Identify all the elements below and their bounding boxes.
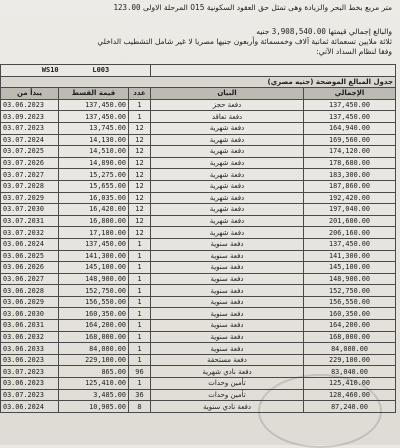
table-row — [1, 285, 396, 297]
row-description: دفعة شهرية — [151, 146, 304, 158]
row-date: 03.06.2030 — [1, 308, 59, 320]
row-count: 36 — [129, 389, 151, 401]
row-description: دفعة شهرية — [151, 134, 304, 146]
row-total: 137,450.00 — [304, 238, 396, 250]
table-row — [1, 169, 396, 181]
row-count: 12 — [129, 192, 151, 204]
header-line-2-text: والبالغ إجمالي قيمتها — [328, 27, 392, 36]
row-description: دفعة شهرية — [151, 204, 304, 216]
row-description: دفعة سنوية — [151, 331, 304, 343]
row-description: دفعة نادي سنوية — [151, 401, 304, 413]
row-installment: 84,000.00 — [59, 343, 129, 355]
row-installment: 137,450.00 — [59, 238, 129, 250]
row-description: دفعة شهرية — [151, 180, 304, 192]
row-installment: 156,550.00 — [59, 296, 129, 308]
row-installment: 137,450.00 — [59, 99, 129, 111]
row-date: 03.06.2025 — [1, 250, 59, 262]
row-date: 03.06.2023 — [1, 354, 59, 366]
row-installment: 15,275.00 — [59, 169, 129, 181]
table-row — [1, 111, 396, 123]
table-row — [1, 250, 396, 262]
row-description: دفعة شهرية — [151, 227, 304, 239]
row-description: دفعة شهرية — [151, 122, 304, 134]
row-count: 12 — [129, 169, 151, 181]
row-total: 229,100.00 — [304, 354, 396, 366]
table-row — [1, 192, 396, 204]
header-line-1 — [113, 3, 392, 12]
row-installment: 137,450.00 — [59, 111, 129, 123]
row-total: 168,000.00 — [304, 331, 396, 343]
row-installment: 160,350.00 — [59, 308, 129, 320]
row-total: 137,450.00 — [304, 99, 396, 111]
row-installment: 15,655.00 — [59, 180, 129, 192]
row-date: 03.07.2023 — [1, 389, 59, 401]
row-total: 160,350.00 — [304, 308, 396, 320]
row-description: دفعة سنوية — [151, 238, 304, 250]
unit-code: L003 — [92, 66, 110, 75]
row-count: 1 — [129, 296, 151, 308]
row-date: 03.07.2023 — [1, 122, 59, 134]
header-line-3: ثلاثة ملايين تسعمائة ثمانية آلاف وخمسمائة وأربعون جنيها مصريا لا غير شامل التشطيب الداخلي — [97, 37, 392, 46]
row-date: 03.06.2023 — [1, 378, 59, 390]
row-installment: 13,745.00 — [59, 122, 129, 134]
row-date: 03.07.2032 — [1, 227, 59, 239]
row-total: 206,160.00 — [304, 227, 396, 239]
table-row — [1, 262, 396, 274]
table-title: جدول المبالغ الموضحة (جنيه مصري) — [1, 76, 396, 88]
unit-code-empty — [151, 65, 396, 77]
row-description: دفعة مستحقة — [151, 354, 304, 366]
table-row — [1, 354, 396, 366]
header-line-1-text: متر مربع بخط البحر والزيادة وهى تمثل حق العقود السكونية 015 المرحلة الاولى — [142, 3, 392, 12]
row-description: دفعة سنوية — [151, 343, 304, 355]
row-description: دفعة سنوية — [151, 296, 304, 308]
row-count: 12 — [129, 157, 151, 169]
row-description: دفعة سنوية — [151, 320, 304, 332]
row-description: دفعة سنوية — [151, 308, 304, 320]
row-date: 03.07.2025 — [1, 146, 59, 158]
row-total: 174,120.00 — [304, 146, 396, 158]
row-installment: 865.00 — [59, 366, 129, 378]
row-total: 137,450.00 — [304, 111, 396, 123]
row-date: 03.07.2028 — [1, 180, 59, 192]
header-line-4: وفقا لنظام السداد الآتي: — [316, 47, 392, 56]
row-total: 145,100.00 — [304, 262, 396, 274]
row-description: دفعة سنوية — [151, 273, 304, 285]
table-row — [1, 296, 396, 308]
row-description: تأمين وحدات — [151, 389, 304, 401]
unit-label: WS10 — [41, 66, 59, 75]
row-description: دفعة حجز — [151, 99, 304, 111]
row-count: 1 — [129, 285, 151, 297]
row-count: 12 — [129, 146, 151, 158]
row-total: 169,560.00 — [304, 134, 396, 146]
row-count: 1 — [129, 99, 151, 111]
row-count: 12 — [129, 227, 151, 239]
table-row — [1, 320, 396, 332]
row-count: 12 — [129, 204, 151, 216]
row-description: دفعة سنوية — [151, 250, 304, 262]
row-description: تأمين وحدات — [151, 378, 304, 390]
row-total: 164,200.00 — [304, 320, 396, 332]
row-count: 1 — [129, 331, 151, 343]
row-date: 03.07.2023 — [1, 366, 59, 378]
row-total: 187,860.00 — [304, 180, 396, 192]
table-row — [1, 273, 396, 285]
table-row — [1, 343, 396, 355]
row-total: 125,410.00 — [304, 378, 396, 390]
table-row — [1, 331, 396, 343]
row-installment: 14,890.00 — [59, 157, 129, 169]
header-line-2-amount: 3,908,540.00 — [271, 27, 326, 36]
header-installment: قيمة القسط — [59, 88, 129, 100]
header-line-2 — [256, 27, 392, 36]
row-installment: 14,510.00 — [59, 146, 129, 158]
header-start: يبدأ من — [1, 88, 59, 100]
table-row — [1, 146, 396, 158]
row-total: 152,750.00 — [304, 285, 396, 297]
header-line-1-number: 123.00 — [113, 3, 141, 12]
header-total: الإجمالي — [304, 88, 396, 100]
row-total: 201,600.00 — [304, 215, 396, 227]
row-date: 03.06.2033 — [1, 343, 59, 355]
row-installment: 16,035.00 — [59, 192, 129, 204]
faded-stamp — [258, 374, 382, 448]
table-title-row — [1, 76, 396, 88]
row-count: 1 — [129, 238, 151, 250]
row-installment: 229,100.00 — [59, 354, 129, 366]
row-count: 12 — [129, 215, 151, 227]
row-count: 1 — [129, 273, 151, 285]
row-installment: 3,485.00 — [59, 389, 129, 401]
row-date: 03.06.2023 — [1, 99, 59, 111]
row-total: 164,940.00 — [304, 122, 396, 134]
row-installment: 168,000.00 — [59, 331, 129, 343]
table-row — [1, 308, 396, 320]
row-description: دفعة تعاقد — [151, 111, 304, 123]
row-installment: 145,100.00 — [59, 262, 129, 274]
table-row — [1, 180, 396, 192]
row-installment: 16,420.00 — [59, 204, 129, 216]
row-date: 03.09.2023 — [1, 111, 59, 123]
row-date: 03.07.2029 — [1, 192, 59, 204]
row-description: دفعة سنوية — [151, 262, 304, 274]
table-row — [1, 215, 396, 227]
row-total: 141,300.00 — [304, 250, 396, 262]
table-row — [1, 157, 396, 169]
row-installment: 14,130.00 — [59, 134, 129, 146]
row-date: 03.07.2031 — [1, 215, 59, 227]
table-header-row — [1, 88, 396, 100]
row-installment: 125,410.00 — [59, 378, 129, 390]
unit-code-row — [1, 65, 396, 77]
row-total: 178,680.00 — [304, 157, 396, 169]
row-description: دفعة شهرية — [151, 192, 304, 204]
row-installment: 141,300.00 — [59, 250, 129, 262]
row-count: 12 — [129, 134, 151, 146]
header-description: البيان — [151, 88, 304, 100]
row-date: 03.06.2026 — [1, 262, 59, 274]
row-date: 03.07.2030 — [1, 204, 59, 216]
row-date: 03.06.2032 — [1, 331, 59, 343]
row-count: 1 — [129, 378, 151, 390]
row-date: 03.06.2028 — [1, 285, 59, 297]
table-row — [1, 99, 396, 111]
row-count: 1 — [129, 320, 151, 332]
row-count: 1 — [129, 250, 151, 262]
row-total: 183,300.00 — [304, 169, 396, 181]
row-description: دفعة شهرية — [151, 215, 304, 227]
row-count: 1 — [129, 308, 151, 320]
row-installment: 164,200.00 — [59, 320, 129, 332]
header-line-2-suffix: جنيه — [256, 27, 270, 36]
row-date: 03.06.2031 — [1, 320, 59, 332]
row-description: دفعة شهرية — [151, 157, 304, 169]
row-date: 03.06.2027 — [1, 273, 59, 285]
row-installment: 152,750.00 — [59, 285, 129, 297]
row-count: 96 — [129, 366, 151, 378]
table-row — [1, 238, 396, 250]
payment-schedule-table — [0, 64, 396, 413]
row-count: 1 — [129, 262, 151, 274]
row-description: دفعة سنوية — [151, 285, 304, 297]
row-total: 87,240.00 — [304, 401, 396, 413]
row-date: 03.06.2024 — [1, 401, 59, 413]
row-description: دفعة شهرية — [151, 169, 304, 181]
row-date: 03.06.2024 — [1, 238, 59, 250]
row-total: 192,420.00 — [304, 192, 396, 204]
row-total: 83,040.00 — [304, 366, 396, 378]
table-row — [1, 134, 396, 146]
table-row — [1, 227, 396, 239]
row-installment: 10,905.00 — [59, 401, 129, 413]
row-installment: 17,180.00 — [59, 227, 129, 239]
header-count: عدد — [129, 88, 151, 100]
row-installment: 16,800.00 — [59, 215, 129, 227]
row-description: دفعة نادي شهرية — [151, 366, 304, 378]
row-total: 128,460.00 — [304, 389, 396, 401]
table-row — [1, 204, 396, 216]
row-count: 8 — [129, 401, 151, 413]
table-row — [1, 122, 396, 134]
row-count: 1 — [129, 343, 151, 355]
row-count: 12 — [129, 122, 151, 134]
row-count: 1 — [129, 354, 151, 366]
row-date: 03.07.2027 — [1, 169, 59, 181]
row-total: 156,550.00 — [304, 296, 396, 308]
row-total: 197,040.00 — [304, 204, 396, 216]
row-count: 12 — [129, 180, 151, 192]
row-total: 148,900.00 — [304, 273, 396, 285]
row-count: 1 — [129, 111, 151, 123]
row-date: 03.07.2024 — [1, 134, 59, 146]
row-installment: 148,900.00 — [59, 273, 129, 285]
unit-code-cell — [1, 65, 151, 77]
row-date: 03.07.2026 — [1, 157, 59, 169]
row-date: 03.06.2029 — [1, 296, 59, 308]
row-total: 84,000.00 — [304, 343, 396, 355]
